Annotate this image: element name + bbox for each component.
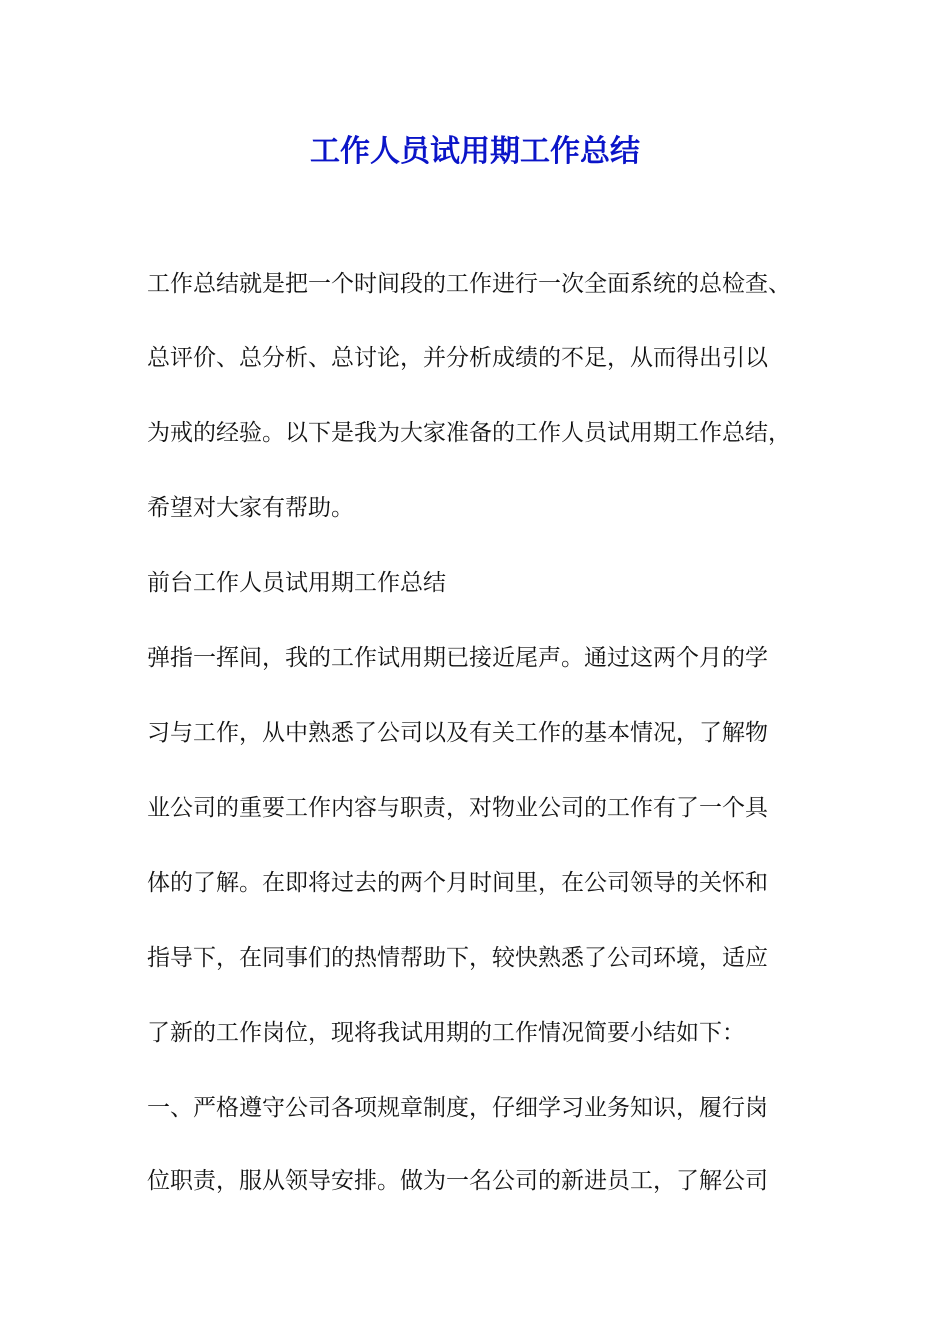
paragraph-line: 体的了解。在即将过去的两个月时间里，在公司领导的关怀和 <box>147 870 768 896</box>
paragraph-line: 工作总结就是把一个时间段的工作进行一次全面系统的总检查、 <box>147 271 791 297</box>
paragraph-line: 为戒的经验。以下是我为大家准备的工作人员试用期工作总结， <box>147 420 791 446</box>
paragraph-line: 总评价、总分析、总讨论，并分析成绩的不足，从而得出引以 <box>147 345 768 371</box>
paragraph-line: 习与工作，从中熟悉了公司以及有关工作的基本情况，了解物 <box>147 720 768 746</box>
paragraph-line: 弹指一挥间，我的工作试用期已接近尾声。通过这两个月的学 <box>147 645 768 671</box>
paragraph-line: 位职责，服从领导安排。做为一名公司的新进员工，了解公司 <box>147 1168 768 1194</box>
document-title: 工作人员试用期工作总结 <box>310 134 640 169</box>
paragraph-line: 希望对大家有帮助。 <box>147 495 354 521</box>
paragraph-line: 指导下，在同事们的热情帮助下，较快熟悉了公司环境，适应 <box>147 945 768 971</box>
section-heading: 前台工作人员试用期工作总结 <box>147 570 446 596</box>
paragraph-line: 一、严格遵守公司各项规章制度，仔细学习业务知识，履行岗 <box>147 1095 768 1121</box>
paragraph-line: 业公司的重要工作内容与职责，对物业公司的工作有了一个具 <box>147 795 768 821</box>
paragraph-line: 了新的工作岗位，现将我试用期的工作情况简要小结如下： <box>147 1020 745 1046</box>
